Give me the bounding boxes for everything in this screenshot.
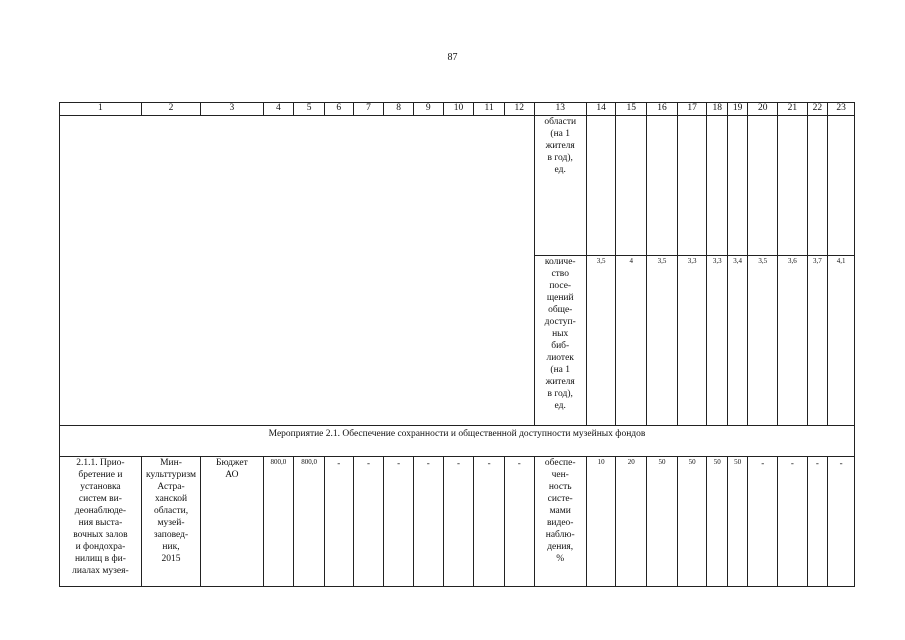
indicator-cell: области (на 1 жителя в год), ед. <box>534 116 586 256</box>
col-header: 16 <box>647 103 678 116</box>
value-cell: 3,6 <box>778 256 808 426</box>
value-cell: 4,1 <box>828 256 855 426</box>
col-header: 12 <box>504 103 534 116</box>
value-cell: 3,5 <box>647 256 678 426</box>
value-cell <box>707 116 727 256</box>
value-cell <box>647 116 678 256</box>
table-row <box>60 116 855 256</box>
value-cell <box>778 116 808 256</box>
value-cell: 3,7 <box>807 256 827 426</box>
col-header: 3 <box>201 103 263 116</box>
value-cell: - <box>413 457 443 587</box>
value-cell: - <box>807 457 827 587</box>
value-cell <box>677 116 707 256</box>
empty-cell <box>60 116 535 256</box>
section-row <box>60 426 855 443</box>
col-header: 11 <box>474 103 505 116</box>
value-cell: 3,3 <box>677 256 707 426</box>
amount-cell: 800,0 <box>294 457 325 587</box>
value-cell: 50 <box>707 457 727 587</box>
value-cell: 3,3 <box>707 256 727 426</box>
value-cell: 50 <box>727 457 747 587</box>
indicator-cell: количе- ство посе- щений обще- доступ- ных биб- лиотек (на 1 жителя в год), ед. <box>534 256 586 426</box>
col-header: 10 <box>443 103 474 116</box>
value-cell <box>807 116 827 256</box>
executor-cell: Мин- культтуризм Астра- ханской области, музей- заповед- ник, 2015 <box>141 457 200 587</box>
empty-cell <box>60 256 535 426</box>
value-cell: - <box>324 457 353 587</box>
col-header: 4 <box>263 103 294 116</box>
funding-source-cell: Бюджет АО <box>201 457 263 587</box>
value-cell: - <box>748 457 778 587</box>
value-cell: - <box>353 457 384 587</box>
value-cell: - <box>778 457 808 587</box>
table-row <box>60 256 855 426</box>
value-cell: - <box>504 457 534 587</box>
amount-cell: 800,0 <box>263 457 294 587</box>
value-cell: 20 <box>616 457 647 587</box>
measure-name-cell: 2.1.1. Прио- бретение и установка систем ви- деонаблюде- ния выста- вочных залов и фондохра- нилищ в фи- лиалах музея- <box>60 457 142 587</box>
col-header: 7 <box>353 103 384 116</box>
col-header: 18 <box>707 103 727 116</box>
col-header: 19 <box>727 103 747 116</box>
page-number: 87 <box>447 52 458 63</box>
value-cell: - <box>384 457 414 587</box>
column-numbers-row <box>60 103 855 116</box>
col-header: 21 <box>778 103 808 116</box>
indicator-cell: обеспе- чен- ность систе- мами видео- наблю- дения, % <box>534 457 586 587</box>
value-cell: 50 <box>677 457 707 587</box>
indicator-table <box>59 102 855 587</box>
section-title: Мероприятие 2.1. Обеспечение сохранности и общественной доступности музейных фондов <box>60 426 855 443</box>
col-header: 2 <box>141 103 200 116</box>
value-cell: 3,4 <box>727 256 747 426</box>
value-cell: - <box>443 457 474 587</box>
value-cell: 3,5 <box>586 256 616 426</box>
col-header: 8 <box>384 103 414 116</box>
col-header: 14 <box>586 103 616 116</box>
section-gap <box>60 442 855 457</box>
col-header: 6 <box>324 103 353 116</box>
col-header: 17 <box>677 103 707 116</box>
value-cell: 10 <box>586 457 616 587</box>
value-cell <box>748 116 778 256</box>
value-cell: 4 <box>616 256 647 426</box>
col-header: 9 <box>413 103 443 116</box>
table-row <box>60 457 855 587</box>
section-gap-row <box>60 442 855 457</box>
value-cell: 3,5 <box>748 256 778 426</box>
col-header: 15 <box>616 103 647 116</box>
value-cell: - <box>474 457 505 587</box>
value-cell <box>727 116 747 256</box>
col-header: 5 <box>294 103 325 116</box>
col-header: 20 <box>748 103 778 116</box>
value-cell: 50 <box>647 457 678 587</box>
col-header: 13 <box>534 103 586 116</box>
col-header: 23 <box>828 103 855 116</box>
value-cell <box>616 116 647 256</box>
col-header: 1 <box>60 103 142 116</box>
value-cell: - <box>828 457 855 587</box>
value-cell <box>828 116 855 256</box>
value-cell <box>586 116 616 256</box>
col-header: 22 <box>807 103 827 116</box>
